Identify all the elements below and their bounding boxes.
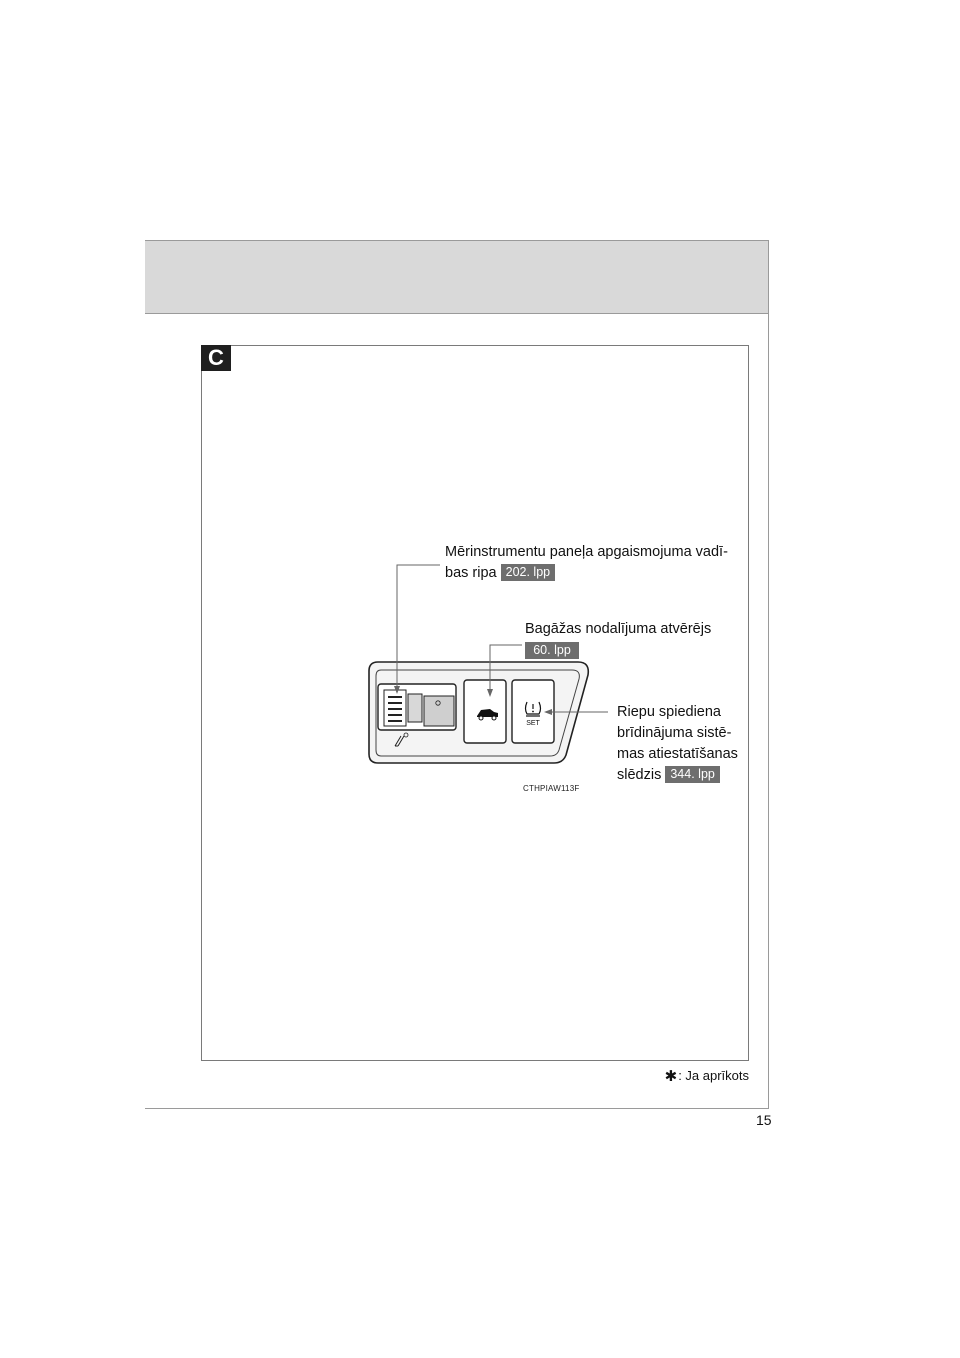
figure-code: CTHPIAW113F <box>523 784 580 793</box>
callout-tire-line1: Riepu spiediena <box>617 704 721 720</box>
ref-dash-light[interactable]: 202. lpp <box>501 564 555 581</box>
page-number: 15 <box>756 1112 772 1128</box>
ref-tire[interactable]: 344. lpp <box>665 766 719 783</box>
footnote-text: : Ja aprīkots <box>678 1068 749 1083</box>
asterisk-icon: ✱ <box>664 1068 678 1085</box>
callout-tire-line4: slēdzis <box>617 767 662 783</box>
callout-tire <box>617 702 738 786</box>
ref-trunk[interactable]: 60. lpp <box>525 642 579 659</box>
callout-dash-light-line2: bas ripa <box>445 565 497 581</box>
dash-light-dial <box>378 684 456 730</box>
callout-tire-line3: mas atiestatīšanas <box>617 746 738 762</box>
section-badge: C <box>201 345 231 371</box>
callout-trunk: Bagāžas nodalījuma atvērējs <box>525 621 712 637</box>
footnote <box>665 1067 749 1085</box>
callout-tire-line2: brīdinājuma sistē- <box>617 725 732 741</box>
callout-dash-light-line1: Mērinstrumentu paneļa apgaismojuma vadī- <box>445 544 728 560</box>
callout-dash-light <box>445 542 728 584</box>
trunk-opener-button <box>464 680 506 743</box>
set-label: SET <box>526 720 540 727</box>
